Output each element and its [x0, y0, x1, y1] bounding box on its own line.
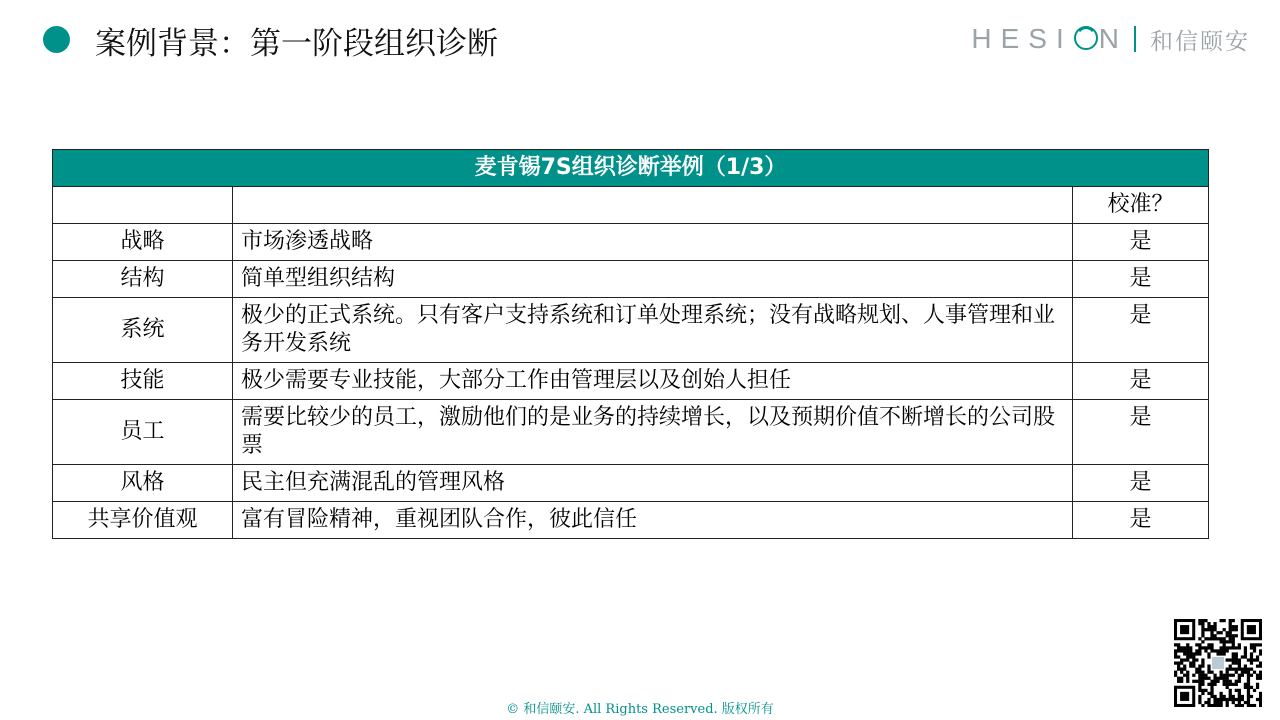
page-title: 案例背景：第一阶段组织诊断 — [95, 26, 498, 62]
check-cell: 是 — [1073, 261, 1209, 298]
7s-diagnosis-table — [52, 149, 1209, 539]
description-cell: 富有冒险精神，重视团队合作，彼此信任 — [233, 502, 1073, 539]
check-cell: 是 — [1073, 465, 1209, 502]
check-cell: 是 — [1073, 400, 1209, 465]
table-row — [53, 502, 1209, 539]
table-row — [53, 363, 1209, 400]
description-cell: 简单型组织结构 — [233, 261, 1073, 298]
description-cell: 民主但充满混乱的管理风格 — [233, 465, 1073, 502]
description-cell: 需要比较少的员工，激励他们的是业务的持续增长，以及预期价值不断增长的公司股票 — [233, 400, 1073, 465]
brand-logo — [971, 22, 1250, 56]
dimension-cell: 战略 — [53, 224, 233, 261]
description-cell: 极少需要专业技能，大部分工作由管理层以及创始人担任 — [233, 363, 1073, 400]
table-row — [53, 261, 1209, 298]
check-cell: 是 — [1073, 502, 1209, 539]
dimension-cell: 技能 — [53, 363, 233, 400]
title-bullet-icon — [43, 26, 70, 53]
check-cell: 是 — [1073, 224, 1209, 261]
table-row — [53, 298, 1209, 363]
table-row — [53, 400, 1209, 465]
footer-copyright: © 和信颐安. All Rights Reserved. 版权所有 — [506, 702, 774, 717]
dimension-cell: 风格 — [53, 465, 233, 502]
description-cell: 市场渗透战略 — [233, 224, 1073, 261]
check-cell: 是 — [1073, 363, 1209, 400]
dimension-cell: 共享价值观 — [53, 502, 233, 539]
check-cell: 是 — [1073, 298, 1209, 363]
description-cell: 极少的正式系统。只有客户支持系统和订单处理系统；没有战略规划、人事管理和业务开发系统 — [233, 298, 1073, 363]
table-header-row — [53, 187, 1209, 224]
header-cell-dimension — [53, 187, 233, 224]
brand-divider — [1134, 26, 1136, 52]
table-caption: 麦肯锡7S组织诊断举例（1/3） — [53, 150, 1209, 187]
dimension-cell: 结构 — [53, 261, 233, 298]
brand-o-icon — [1073, 23, 1099, 55]
dimension-cell: 员工 — [53, 400, 233, 465]
dimension-cell: 系统 — [53, 298, 233, 363]
header-cell-check: 校准？ — [1073, 187, 1209, 224]
brand-chinese-name: 和信颐安 — [1150, 28, 1250, 55]
header-cell-description — [233, 187, 1073, 224]
brand-wordmark: HESI N — [971, 23, 1128, 54]
table-row — [53, 224, 1209, 261]
qr-code-icon — [1174, 619, 1262, 707]
table-row — [53, 465, 1209, 502]
